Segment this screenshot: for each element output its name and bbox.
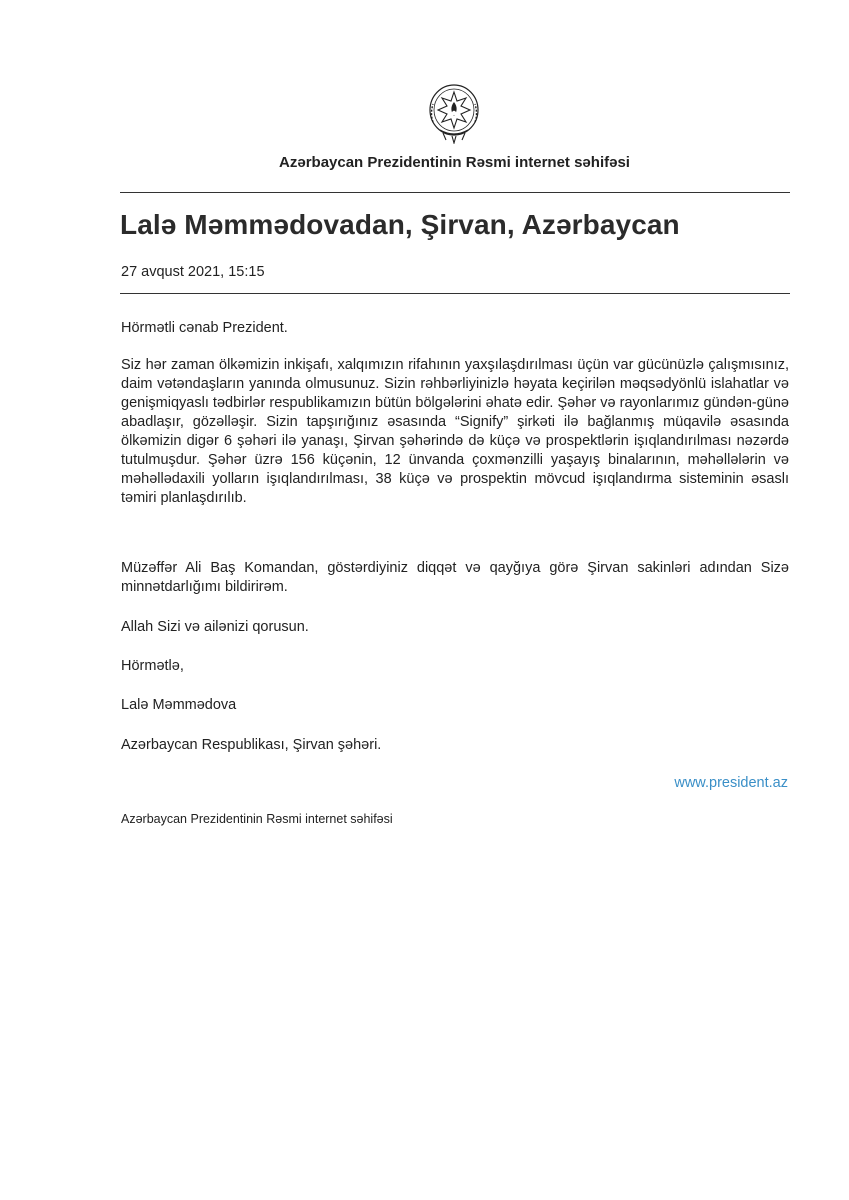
title-divider <box>120 293 790 294</box>
letter-thanks-paragraph: Müzəffər Ali Baş Komandan, göstərdiyiniz diqqət və qayğıya görə Şirvan sakinləri adından Sizə minnətdarlığımı bildirirəm. <box>121 560 789 595</box>
header-divider <box>120 192 790 193</box>
letter-title: Lalə Məmmədovadan, Şirvan, Azərbaycan <box>120 209 680 240</box>
president-website-link[interactable]: www.president.az <box>674 775 788 791</box>
letter-location: Azərbaycan Respublikası, Şirvan şəhəri. <box>121 737 382 753</box>
letter-author: Lalə Məmmədova <box>121 697 237 713</box>
letter-blessing: Allah Sizi və ailənizi qorusun. <box>121 619 309 635</box>
site-title: Azərbaycan Prezidentinin Rəsmi internet səhifəsi <box>279 154 630 171</box>
letter-date: 27 avqust 2021, 15:15 <box>121 264 265 280</box>
letter-greeting: Hörmətli cənab Prezident. <box>121 320 288 336</box>
page-footer: Azərbaycan Prezidentinin Rəsmi internet səhifəsi <box>121 812 393 826</box>
state-emblem-icon <box>426 80 482 144</box>
letter-main-paragraph: Siz hər zaman ölkəmizin inkişafı, xalqımızın rifahının yaxşılaşdırılması üçün var gücünüzlə çalışmısınız, daim vətəndaşların yanında olmusunuz. Sizin rəhbərliyinizlə həyata keçirilən məqsədyönlü islahatlar və genişmiqyaslı tədbirlər respublikamızın bütün bölgələrini əhatə edir. Şəhər və rayonlarımız gündən-günə abadlaşır, gözəlləşir. Sizin tapşırığınız əsasında “Signify” şirkəti ilə bağlanmış müqavilə əsasında ölkəmizin digər 6 şəhəri ilə yanaşı, Şirvan şəhərində də küçə və prospektlərin işıqlandırılması nəzərdə tutulmuşdur. Şəhər üzrə 156 küçənin, 12 ünvanda çoxmənzilli yaşayış binalarının, məhəllələrin və məhəllədaxili yolların işıqlandırılması, 38 küçə və prospektin mövcud işıqlandırma sisteminin əsaslı təmiri planlaşdırılıb. <box>121 357 789 506</box>
letter-regards: Hörmətlə, <box>121 658 184 674</box>
